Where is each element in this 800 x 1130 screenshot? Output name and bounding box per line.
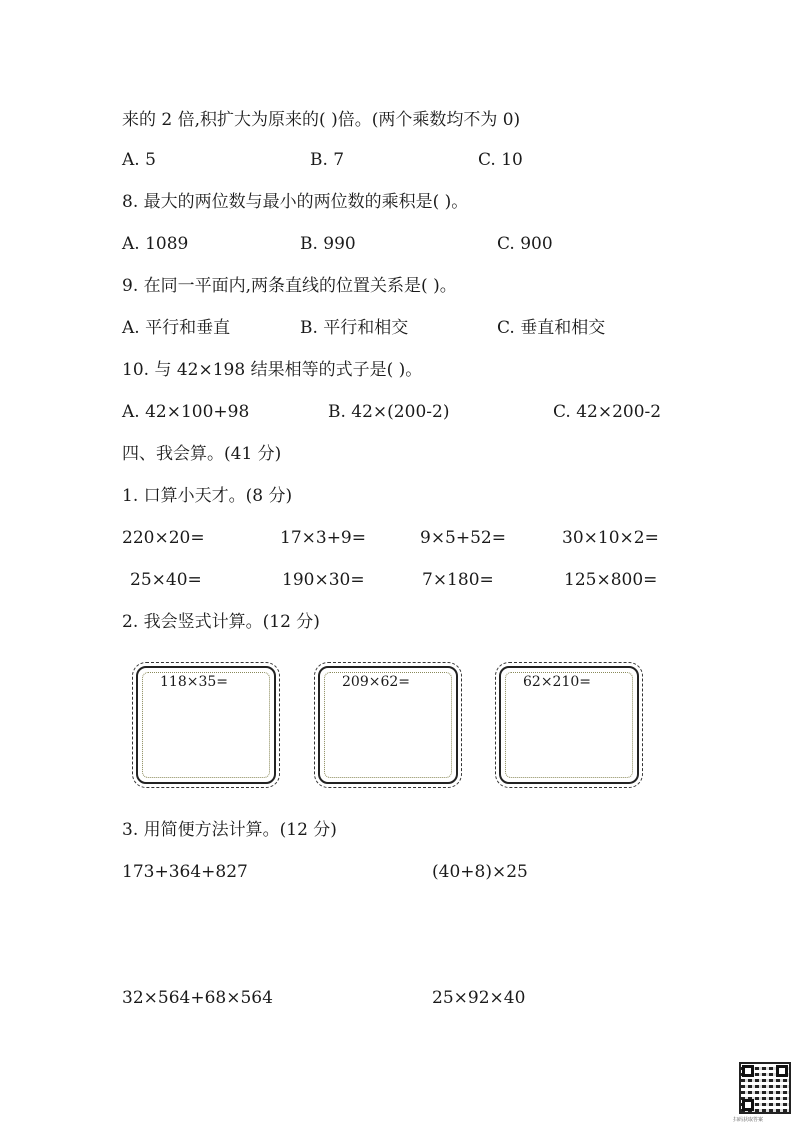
q10-option-b: B. 42×(200-2)	[328, 402, 450, 422]
oral-problem: 190×30=	[282, 570, 365, 590]
vertical-calc-problem: 209×62=	[342, 674, 410, 690]
q9-option-a: A. 平行和垂直	[122, 318, 231, 338]
oral-problem: 25×40=	[130, 570, 202, 590]
q10-stem: 10. 与 42×198 结果相等的式子是( )。	[122, 360, 423, 380]
qr-code[interactable]	[739, 1062, 791, 1114]
q8-option-a: A. 1089	[122, 234, 189, 254]
vertical-calc-box	[136, 666, 276, 784]
q9-option-b: B. 平行和相交	[300, 318, 409, 338]
q9-option-c: C. 垂直和相交	[497, 318, 606, 338]
qr-eye-icon	[776, 1065, 788, 1077]
oral-problem: 125×800=	[564, 570, 658, 590]
qr-eye-icon	[742, 1099, 754, 1111]
q7-option-a: A. 5	[122, 150, 156, 170]
part-2-title: 2. 我会竖式计算。(12 分)	[122, 612, 320, 632]
q8-option-c: C. 900	[497, 234, 553, 254]
simplify-problem: 32×564+68×564	[122, 988, 273, 1008]
oral-problem: 30×10×2=	[562, 528, 659, 548]
simplify-problem: 25×92×40	[432, 988, 526, 1008]
q9-stem: 9. 在同一平面内,两条直线的位置关系是( )。	[122, 276, 457, 296]
vertical-calc-box	[499, 666, 639, 784]
simplify-problem: (40+8)×25	[432, 862, 528, 882]
oral-problem: 220×20=	[122, 528, 205, 548]
vertical-calc-problem: 118×35=	[160, 674, 228, 690]
oral-problem: 9×5+52=	[420, 528, 506, 548]
q7-tail: 来的 2 倍,积扩大为原来的( )倍。(两个乘数均不为 0)	[122, 110, 521, 130]
oral-problem: 7×180=	[422, 570, 494, 590]
oral-problem: 17×3+9=	[280, 528, 366, 548]
qr-caption: 扫码获取答案	[733, 1117, 764, 1123]
qr-eye-icon	[742, 1065, 754, 1077]
q10-option-a: A. 42×100+98	[122, 402, 250, 422]
q8-stem: 8. 最大的两位数与最小的两位数的乘积是( )。	[122, 192, 469, 212]
q7-option-b: B. 7	[310, 150, 345, 170]
q8-option-b: B. 990	[300, 234, 356, 254]
vertical-calc-problem: 62×210=	[523, 674, 591, 690]
q10-option-c: C. 42×200-2	[553, 402, 662, 422]
simplify-problem: 173+364+827	[122, 862, 248, 882]
vertical-calc-box	[318, 666, 458, 784]
section-4-title: 四、我会算。(41 分)	[122, 444, 282, 464]
q7-option-c: C. 10	[478, 150, 523, 170]
part-1-title: 1. 口算小天才。(8 分)	[122, 486, 293, 506]
part-3-title: 3. 用简便方法计算。(12 分)	[122, 820, 337, 840]
